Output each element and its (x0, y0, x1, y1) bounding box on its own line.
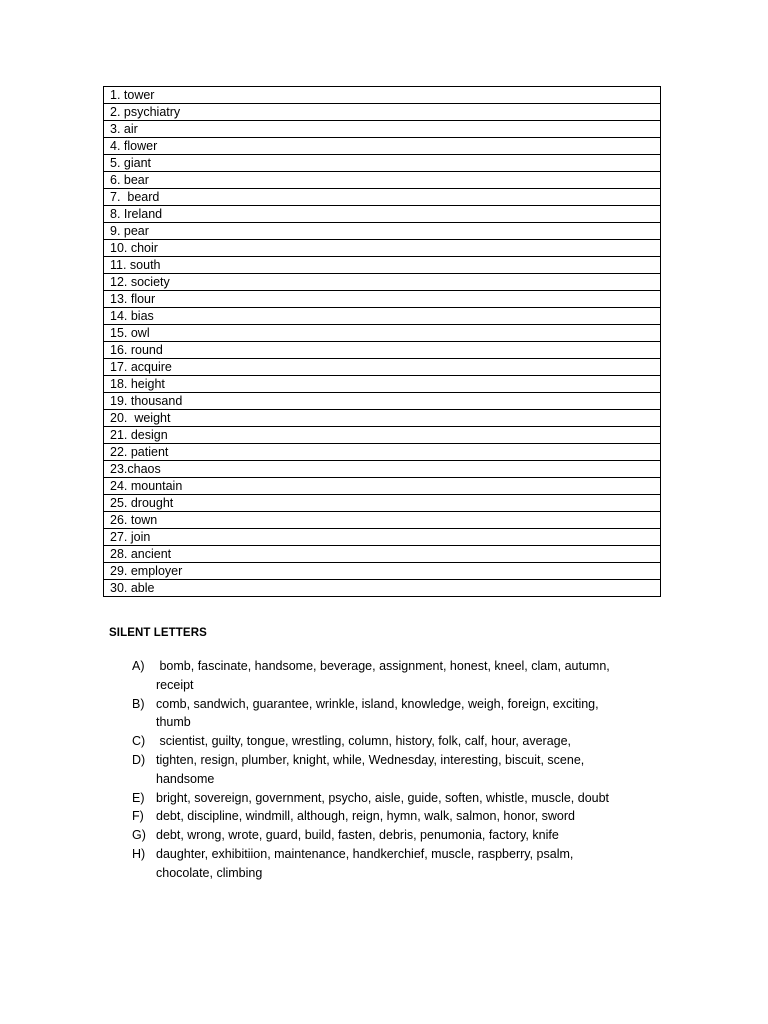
word-cell: 12. society (104, 274, 661, 291)
word-cell: 2. psychiatry (104, 104, 661, 121)
item-words: scientist, guilty, tongue, wrestling, column, history, folk, calf, hour, average, (156, 734, 572, 749)
word-cell: 30. able (104, 580, 661, 597)
word-row (104, 342, 661, 359)
item-marker: D) (132, 752, 146, 767)
word-cell: 13. flour (104, 291, 661, 308)
item-words: tighten, resign, plumber, knight, while, Wednesday, interesting, biscuit, scene, handsome (156, 752, 588, 786)
silent-letters-item (132, 751, 632, 789)
word-cell: 29. employer (104, 563, 661, 580)
word-row (104, 257, 661, 274)
item-marker: A) (132, 659, 145, 673)
item-marker: F) (132, 809, 144, 824)
word-row (104, 240, 661, 257)
word-cell: 4. flower (104, 138, 661, 155)
word-row (104, 155, 661, 172)
word-cell: 14. bias (104, 308, 661, 325)
item-marker: H) (132, 846, 146, 861)
word-cell: 1. tower (104, 87, 661, 104)
word-row (104, 104, 661, 121)
silent-letters-item (132, 695, 632, 733)
word-row (104, 138, 661, 155)
word-row (104, 223, 661, 240)
word-cell: 5. giant (104, 155, 661, 172)
word-row (104, 580, 661, 597)
word-cell: 19. thousand (104, 393, 661, 410)
word-row (104, 121, 661, 138)
silent-letters-item (132, 657, 632, 695)
word-row (104, 563, 661, 580)
word-row (104, 410, 661, 427)
silent-letters-item (132, 732, 632, 751)
word-row (104, 427, 661, 444)
word-row (104, 529, 661, 546)
silent-letters-heading: SILENT LETTERS (109, 627, 207, 639)
item-marker: C) (132, 734, 146, 749)
word-cell: 18. height (104, 376, 661, 393)
item-words: daughter, exhibitiion, maintenance, handkerchief, muscle, raspberry, psalm, chocolate, climbing (156, 846, 577, 880)
word-list-table (103, 86, 661, 597)
word-row (104, 206, 661, 223)
word-row (104, 274, 661, 291)
word-cell: 27. join (104, 529, 661, 546)
word-cell: 10. choir (104, 240, 661, 257)
word-cell: 25. drought (104, 495, 661, 512)
word-row (104, 495, 661, 512)
silent-letters-item (132, 789, 632, 808)
item-marker: E) (132, 790, 145, 805)
word-cell: 8. Ireland (104, 206, 661, 223)
item-words: comb, sandwich, guarantee, wrinkle, island, knowledge, weigh, foreign, exciting, thumb (156, 696, 603, 730)
word-row (104, 376, 661, 393)
word-cell: 17. acquire (104, 359, 661, 376)
word-row (104, 87, 661, 104)
word-cell: 28. ancient (104, 546, 661, 563)
word-row (104, 308, 661, 325)
silent-letters-list (132, 657, 632, 883)
word-cell: 6. bear (104, 172, 661, 189)
word-cell: 22. patient (104, 444, 661, 461)
item-words: debt, wrong, wrote, guard, build, fasten, debris, penumonia, factory, knife (156, 828, 559, 843)
item-marker: B) (132, 696, 145, 711)
item-words: bright, sovereign, government, psycho, aisle, guide, soften, whistle, muscle, doubt (156, 790, 610, 805)
item-words: bomb, fascinate, handsome, beverage, assignment, honest, kneel, clam, autumn, receipt (156, 659, 614, 692)
word-cell: 3. air (104, 121, 661, 138)
silent-letters-item (132, 807, 632, 826)
word-cell: 9. pear (104, 223, 661, 240)
word-cell: 20. weight (104, 410, 661, 427)
word-cell: 15. owl (104, 325, 661, 342)
word-cell: 23.chaos (104, 461, 661, 478)
word-cell: 7. beard (104, 189, 661, 206)
item-marker: G) (132, 828, 146, 843)
word-row (104, 393, 661, 410)
word-cell: 16. round (104, 342, 661, 359)
word-row (104, 461, 661, 478)
word-cell: 26. town (104, 512, 661, 529)
word-row (104, 546, 661, 563)
word-cell: 21. design (104, 427, 661, 444)
word-row (104, 325, 661, 342)
word-row (104, 172, 661, 189)
word-row (104, 189, 661, 206)
word-row (104, 291, 661, 308)
word-row (104, 512, 661, 529)
word-list-body (104, 87, 661, 597)
silent-letters-item (132, 845, 632, 883)
word-cell: 24. mountain (104, 478, 661, 495)
word-row (104, 444, 661, 461)
item-words: debt, discipline, windmill, although, reign, hymn, walk, salmon, honor, sword (156, 809, 575, 824)
word-cell: 11. south (104, 257, 661, 274)
word-row (104, 359, 661, 376)
silent-letters-item (132, 826, 632, 845)
word-row (104, 478, 661, 495)
